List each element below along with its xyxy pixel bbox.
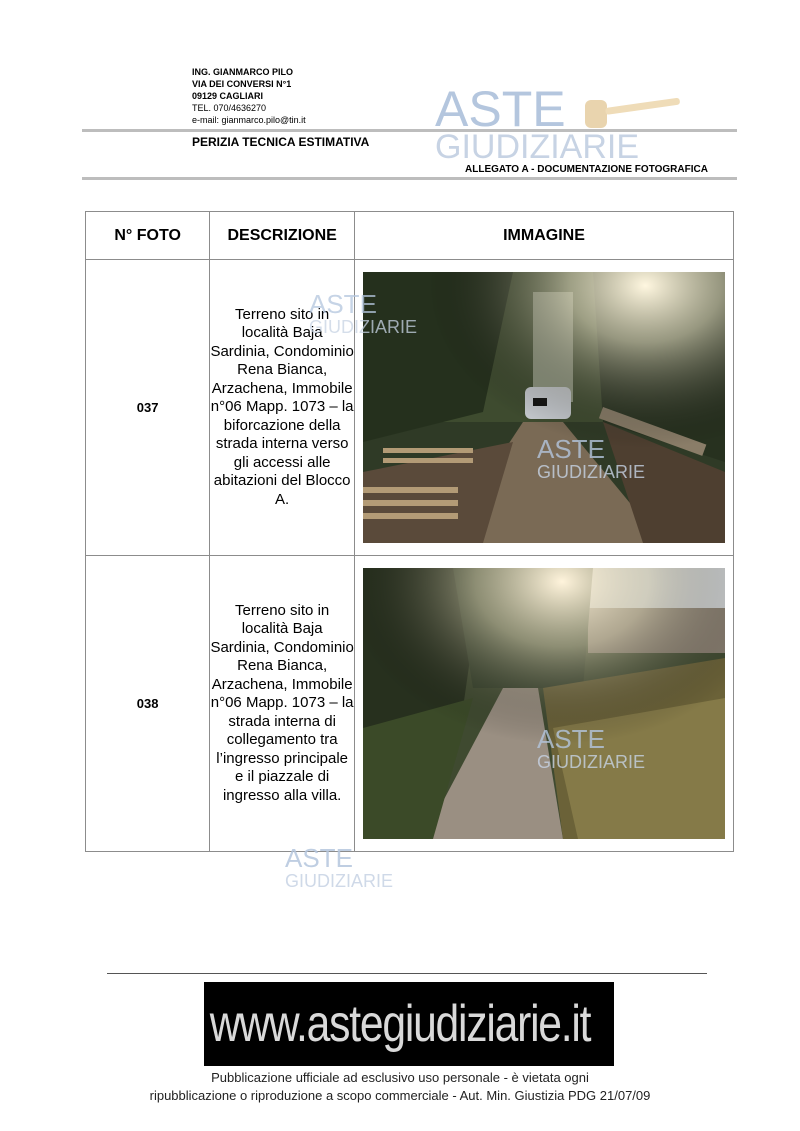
footer-banner-url[interactable]: www.astegiudiziarie.it [209, 995, 591, 1053]
watermark-aste-text: ASTE [285, 843, 353, 873]
author-email: e-mail: gianmarco.pilo@tin.it [192, 115, 306, 125]
attachment-title: ALLEGATO A - DOCUMENTAZIONE FOTOGRAFICA [465, 164, 708, 175]
aste-giudiziarie-watermark [309, 289, 418, 337]
author-name: ING. GIANMARCO PILO [192, 67, 293, 77]
aste-giudiziarie-watermark [537, 434, 646, 482]
photo-number: 038 [86, 556, 210, 852]
footer-notice-line-2: ripubblicazione o riproduzione a scopo commerciale - Aut. Min. Giustizia PDG 21/07/09 [149, 1088, 651, 1103]
author-city: 09129 CAGLIARI [192, 91, 264, 101]
watermark-giudiziarie-text: GIUDIZIARIE [309, 317, 418, 337]
table-row [86, 556, 734, 852]
author-street: VIA DEI CONVERSI N°1 [192, 79, 292, 89]
watermark-giudiziarie-text: GIUDIZIARIE [537, 462, 646, 482]
header-photo-number: N° FOTO [86, 212, 210, 260]
photo-description: Terreno sito in località Baja Sardinia, Condominio Rena Bianca, Arzachena, Immobile n°06 Mapp. 1073 – la biforcazione della strada interna verso gli accessi alle abitazioni del Blocco A. [210, 260, 355, 556]
author-contact-block [192, 66, 306, 126]
aste-giudiziarie-logo [435, 81, 640, 166]
watermark-giudiziarie-text: GIUDIZIARIE [537, 752, 646, 772]
photo-number: 037 [86, 260, 210, 556]
logo-aste-text: ASTE [435, 81, 566, 137]
watermark-giudiziarie-text: GIUDIZIARIE [285, 871, 394, 891]
photo-road-fork [363, 272, 725, 543]
watermark-aste-text: ASTE [309, 289, 377, 319]
table-header-row [86, 212, 734, 260]
document-title: PERIZIA TECNICA ESTIMATIVA [192, 135, 370, 149]
gavel-icon [575, 92, 685, 132]
header-divider-bottom [82, 177, 737, 180]
aste-giudiziarie-watermark [285, 843, 394, 891]
header-image: IMMAGINE [355, 212, 734, 260]
header-description: DESCRIZIONE [210, 212, 355, 260]
footer-divider [107, 973, 707, 974]
photo-internal-road [363, 568, 725, 839]
aste-giudiziarie-watermark [537, 724, 646, 772]
watermark-aste-text: ASTE [537, 434, 605, 464]
photo-cell [355, 556, 734, 852]
watermark-aste-text: ASTE [537, 724, 605, 754]
photo-description: Terreno sito in località Baja Sardinia, Condominio Rena Bianca, Arzachena, Immobile n°06 Mapp. 1073 – la strada interna di collegamento tra l’ingresso principale e il piazzale di ingresso alla villa. [210, 556, 355, 852]
footer-notice-line-1: Pubblicazione ufficiale ad esclusivo uso personale - è vietata ogni [211, 1070, 589, 1085]
logo-giudiziarie-text: GIUDIZIARIE [435, 128, 640, 166]
author-phone: TEL. 070/4636270 [192, 103, 267, 113]
